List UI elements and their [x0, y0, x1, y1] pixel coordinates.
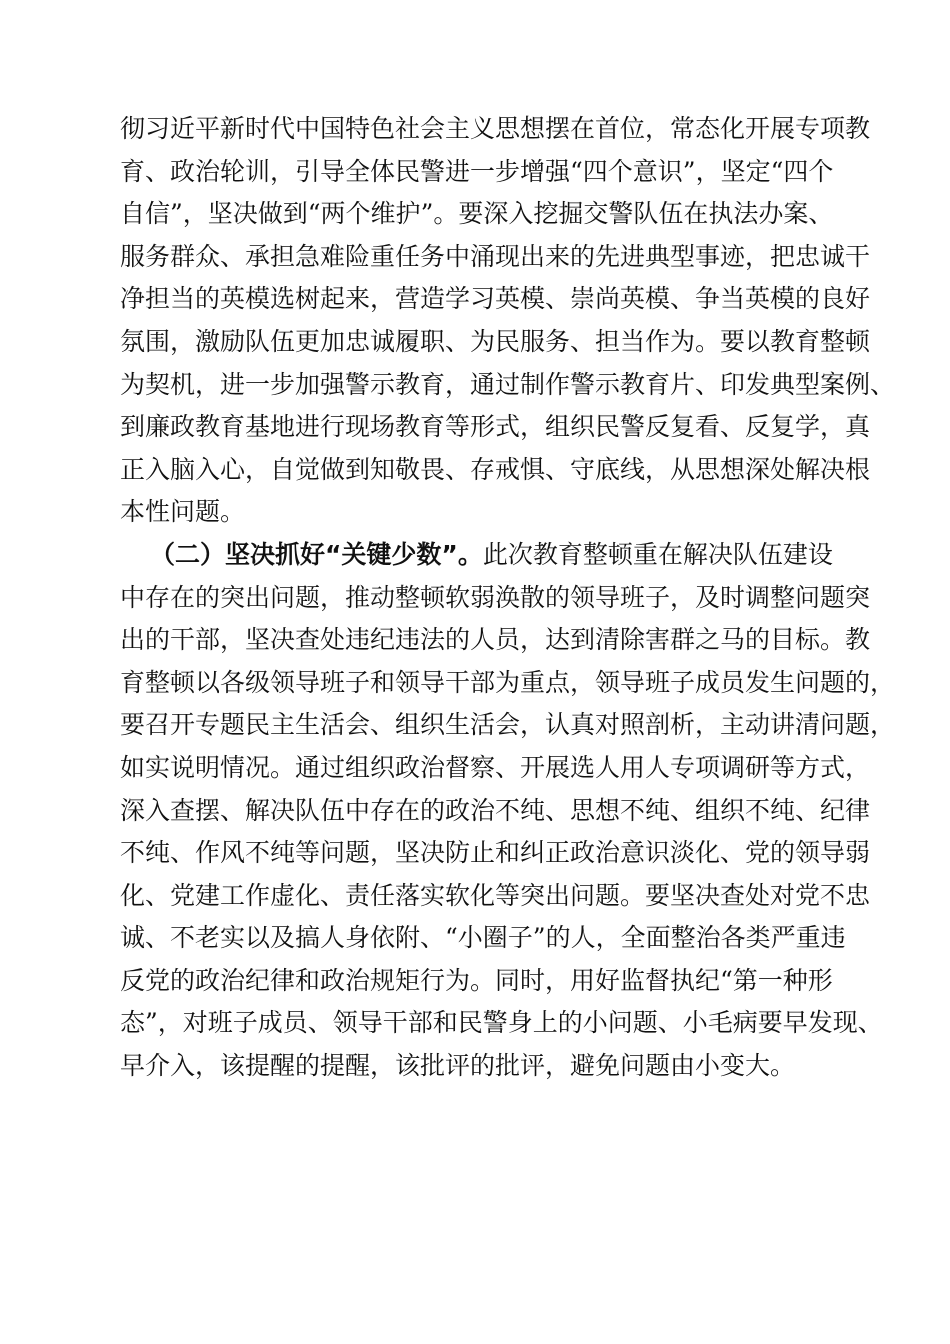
- text-line: 自信”，坚决做到“两个维护”。要深入挖掘交警队伍在执法办案、: [120, 199, 834, 229]
- text-line-first: [120, 534, 880, 577]
- text-line: 出的干部，坚决查处违纪违法的人员，达到清除害群之马的目标。教: [120, 625, 871, 655]
- text-line: 为契机，进一步加强警示教育，通过制作警示教育片、印发典型案例、: [120, 369, 896, 399]
- text-line: 深入查摆、解决队伍中存在的政治不纯、思想不纯、组织不纯、纪律: [120, 795, 871, 825]
- text-line: 态”，对班子成员、领导干部和民警身上的小问题、小毛病要早发现、: [120, 1008, 883, 1038]
- text-line: 诚、不老实以及搞人身依附、“小圈子”的人，全面整治各类严重违: [120, 923, 846, 953]
- text-line: 净担当的英模选树起来，营造学习英模、崇尚英模、争当英模的良好: [120, 284, 871, 314]
- text-line: 要召开专题民主生活会、组织生活会，认真对照剖析，主动讲清问题，: [120, 710, 896, 740]
- text-line: 彻习近平新时代中国特色社会主义思想摆在首位，常态化开展专项教: [120, 114, 871, 143]
- text-line: 本性问题。: [120, 497, 246, 527]
- text-line: 早介入，该提醒的提醒，该批评的批评，避免问题由小变大。: [120, 1051, 796, 1081]
- text-line: 氛围，激励队伍更加忠诚履职、为民服务、担当作为。要以教育整顿: [120, 326, 871, 356]
- text-line: 反党的政治纪律和政治规矩行为。同时，用好监督执纪“第一种形: [120, 965, 833, 995]
- text-line: 化、党建工作虚化、责任落实软化等突出问题。要坚决查处对党不忠: [120, 880, 871, 910]
- section-heading: （二）坚决抓好“关键少数”。: [150, 539, 483, 569]
- heading-continuation: 此次教育整顿重在解决队伍建设: [482, 539, 833, 569]
- text-line: 服务群众、承担急难险重任务中涌现出来的先进典型事迹，把忠诚干: [120, 241, 871, 271]
- paragraph-1: [120, 108, 896, 534]
- text-line: 如实说明情况。通过组织政治督察、开展选人用人专项调研等方式，: [120, 752, 871, 782]
- text-line: 正入脑入心，自觉做到知敬畏、存戒惧、守底线，从思想深处解决根: [120, 454, 871, 484]
- text-line: 到廉政教育基地进行现场教育等形式，组织民警反复看、反复学，真: [120, 412, 871, 442]
- text-line: 不纯、作风不纯等问题，坚决防止和纠正政治意识淡化、党的领导弱: [120, 838, 871, 868]
- body-text: [120, 108, 896, 1088]
- paragraph-2: [120, 534, 896, 1088]
- text-line: 育、政治轮训，引导全体民警进一步增强“四个意识”，坚定“四个: [120, 156, 834, 186]
- text-line: 育整顿以各级领导班子和领导干部为重点，领导班子成员发生问题的，: [120, 667, 896, 697]
- text-line: 中存在的突出问题，推动整顿软弱涣散的领导班子，及时调整问题突: [120, 582, 871, 612]
